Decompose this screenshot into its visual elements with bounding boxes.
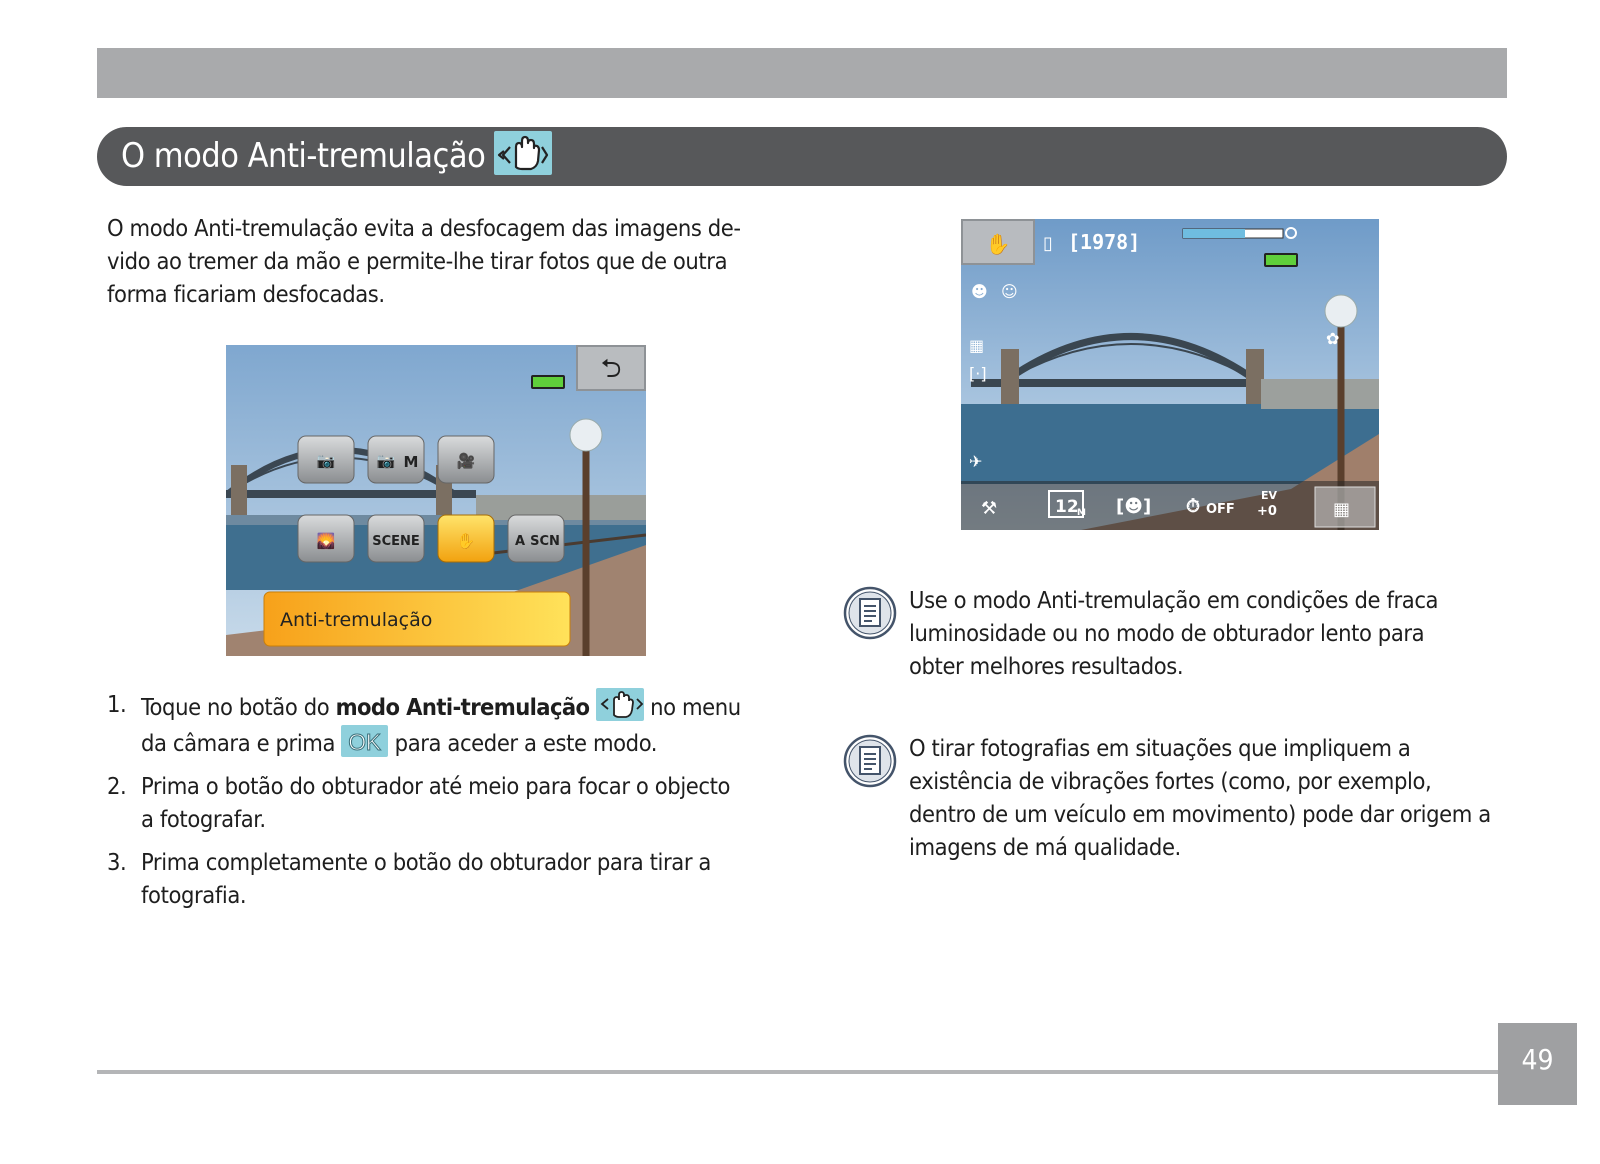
anti-shake-hand-icon <box>596 688 644 721</box>
note-text <box>909 732 1549 864</box>
svg-text:+0: +0 <box>1257 504 1277 519</box>
step-line: fotografia. <box>141 881 247 909</box>
svg-text:OFF: OFF <box>1206 502 1235 517</box>
step-number: 3. <box>107 848 127 876</box>
note-line: dentro de um veículo em movimento) pode dar origem a <box>909 800 1491 828</box>
lcd-preview-screenshot <box>961 219 1379 530</box>
svg-text:A: A <box>514 534 526 549</box>
svg-text:✋: ✋ <box>456 532 476 550</box>
step-text-after: para aceder a este modo. <box>388 729 658 757</box>
svg-text:📷: 📷 <box>316 452 336 470</box>
ok-button-icon <box>341 725 388 757</box>
svg-text:OK: OK <box>348 729 382 755</box>
svg-text:☻: ☻ <box>971 282 988 301</box>
step-line: Prima o botão do obturador até meio para focar o objecto <box>141 772 731 800</box>
note-icon <box>843 734 897 788</box>
step-text <box>141 688 781 724</box>
note-line: luminosidade ou no modo de obturador lento para <box>909 619 1425 647</box>
svg-text:SCENE: SCENE <box>372 534 420 549</box>
svg-text:✈: ✈ <box>969 452 983 471</box>
svg-text:⏱: ⏱ <box>1186 496 1201 517</box>
step-line: Prima completamente o botão do obturador para tirar a <box>141 848 711 876</box>
svg-text:✿: ✿ <box>1326 329 1340 348</box>
svg-text:🎥: 🎥 <box>456 452 476 470</box>
svg-text:SCN: SCN <box>530 534 560 549</box>
note-text <box>909 584 1509 683</box>
section-title-bar <box>97 127 1507 186</box>
svg-text:[1978]: [1978] <box>1068 230 1141 254</box>
note-icon <box>843 586 897 640</box>
anti-shake-mode-label: modo Anti-tremulação <box>335 693 590 721</box>
svg-text:Anti-tremulação: Anti-tremulação <box>280 609 433 631</box>
footer-rule <box>97 1070 1498 1074</box>
step-text <box>141 725 781 760</box>
page-title: O modo Anti-tremulação <box>121 136 486 176</box>
step-text <box>141 770 781 836</box>
svg-text:M: M <box>403 453 419 471</box>
note-line: O tirar fotografias em situações que impliquem a <box>909 734 1411 762</box>
svg-text:🌄: 🌄 <box>316 532 336 550</box>
note-line: existência de vibrações fortes (como, por exemplo, <box>909 767 1432 795</box>
page-number: 49 <box>1498 1023 1577 1105</box>
note-line: Use o modo Anti-tremulação em condições de fraca <box>909 586 1439 614</box>
note-line: imagens de má qualidade. <box>909 833 1181 861</box>
svg-text:⮌: ⮌ <box>600 354 622 384</box>
anti-shake-hand-icon <box>494 131 552 175</box>
header-band <box>97 48 1507 98</box>
svg-text:[☻]: [☻] <box>1116 496 1152 517</box>
svg-text:✋: ✋ <box>985 232 1011 256</box>
svg-text:M: M <box>1077 508 1086 518</box>
svg-text:▦: ▦ <box>1333 499 1351 520</box>
svg-text:☺: ☺ <box>1001 282 1018 301</box>
step-text-after: no menu <box>643 693 741 721</box>
step-number: 1. <box>107 690 127 718</box>
svg-text:12: 12 <box>1055 497 1079 517</box>
svg-text:EV: EV <box>1261 489 1278 502</box>
note-line: obter melhores resultados. <box>909 652 1184 680</box>
mode-menu-screenshot <box>226 345 646 656</box>
step-text <box>141 846 781 912</box>
svg-text:[·]: [·] <box>969 364 987 383</box>
svg-text:📷: 📷 <box>376 452 396 470</box>
svg-text:⚒: ⚒ <box>981 498 998 519</box>
step-number: 2. <box>107 772 127 800</box>
step-line: a fotografar. <box>141 805 266 833</box>
intro-paragraph: O modo Anti-tremulação evita a desfocagem das imagens de-vido ao tremer da mão e permite-lhe tirar fotos que de outra forma ficariam desfocadas. <box>107 214 741 308</box>
step-text-before: da câmara e prima <box>141 729 342 757</box>
svg-text:▦: ▦ <box>969 336 985 355</box>
step-text-before: Toque no botão do <box>141 693 336 721</box>
svg-text:▯: ▯ <box>1043 233 1053 254</box>
